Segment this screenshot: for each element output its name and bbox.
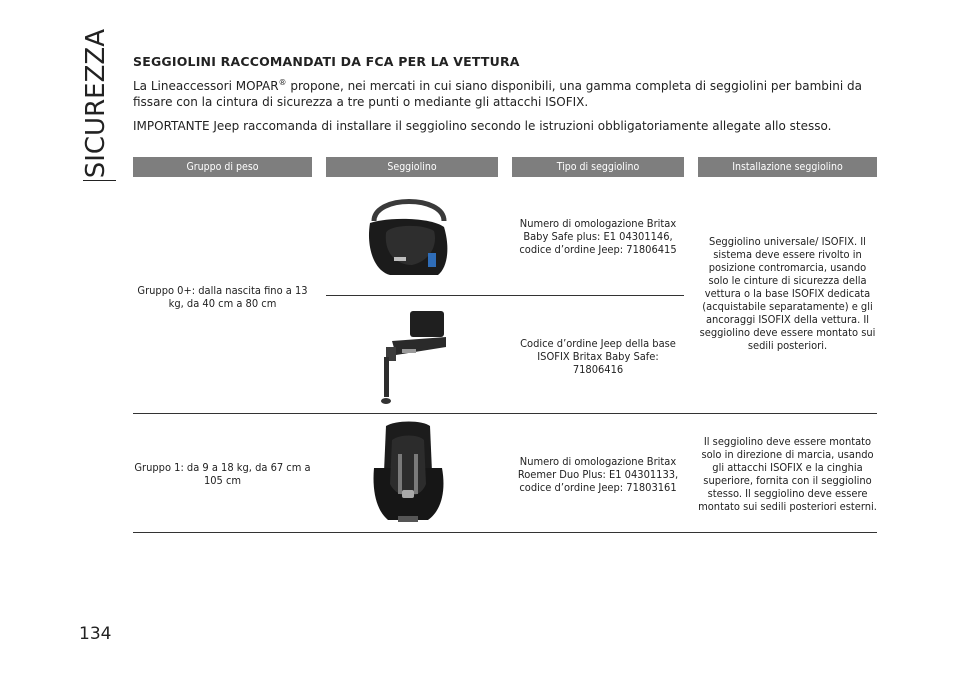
important-note: IMPORTANTE Jeep raccomanda di installare il seggiolino secondo le istruzioni obbligatoriamente allegate allo stesso.: [133, 119, 832, 133]
section-title-rule: [83, 180, 116, 181]
section-title-text: SICUREZZA: [81, 28, 111, 178]
row2-weight-group: Gruppo 1: da 9 a 18 kg, da 67 cm a 105 cm: [134, 461, 311, 487]
row1-weight-group: Gruppo 0+: dalla nascita fino a 13 kg, da 40 cm a 80 cm: [137, 284, 308, 310]
row2-type-duo-plus: Numero di omologazione Britax Roemer Duo Plus: E1 04301133, codice d’ordine Jeep: 71803161: [517, 455, 679, 494]
isofix-base-image: [362, 307, 454, 407]
header-installation: Installazione seggiolino: [698, 157, 877, 177]
header-child-seat: Seggiolino: [326, 157, 498, 177]
row1-installation: Seggiolino universale/ ISOFIX. Il sistema deve essere rivolto in posizione contromarcia, usando solo le cinture di sicurezza della vettura o la base ISOFIX dedicata (acquistabile separatamente) e gli ancoraggi ISOFIX della vettura. Il seggiolino deve essere montato sui sedili posteriori.: [699, 235, 876, 352]
page-number: 134: [79, 624, 112, 644]
section-title: [78, 28, 114, 178]
row1-type-baby-safe: Numero di omologazione Britax Baby Safe plus: E1 04301146, codice d’ordine Jeep: 71806415: [519, 217, 677, 256]
duo-plus-seat-image: [362, 420, 454, 526]
row1-inner-divider: [326, 295, 684, 296]
intro-paragraph: La Lineaccessori MOPAR® propone, nei mercati in cui siano disponibili, una gamma completa di seggiolini per bambini da fissare con la cintura di sicurezza a tre punti o mediante gli attacchi ISOFIX.: [133, 78, 862, 109]
table-bottom-rule: [133, 532, 877, 533]
row2-installation: Il seggiolino deve essere montato solo in direzione di marcia, usando gli attacchi ISOFIX e la cinghia superiore, fornita con il seggiolino stesso. Il seggiolino deve essere montato sui sedili posteriori esterni.: [698, 435, 877, 513]
row1-type-isofix-base: Codice d’ordine Jeep della base ISOFIX Britax Baby Safe: 71806416: [520, 337, 676, 376]
header-seat-type: Tipo di seggiolino: [512, 157, 684, 177]
baby-safe-plus-seat-image: [360, 187, 456, 283]
row-divider: [133, 413, 877, 414]
page-heading: SEGGIOLINI RACCOMANDATI DA FCA PER LA VETTURA: [133, 54, 520, 69]
header-weight-group: Gruppo di peso: [133, 157, 312, 177]
